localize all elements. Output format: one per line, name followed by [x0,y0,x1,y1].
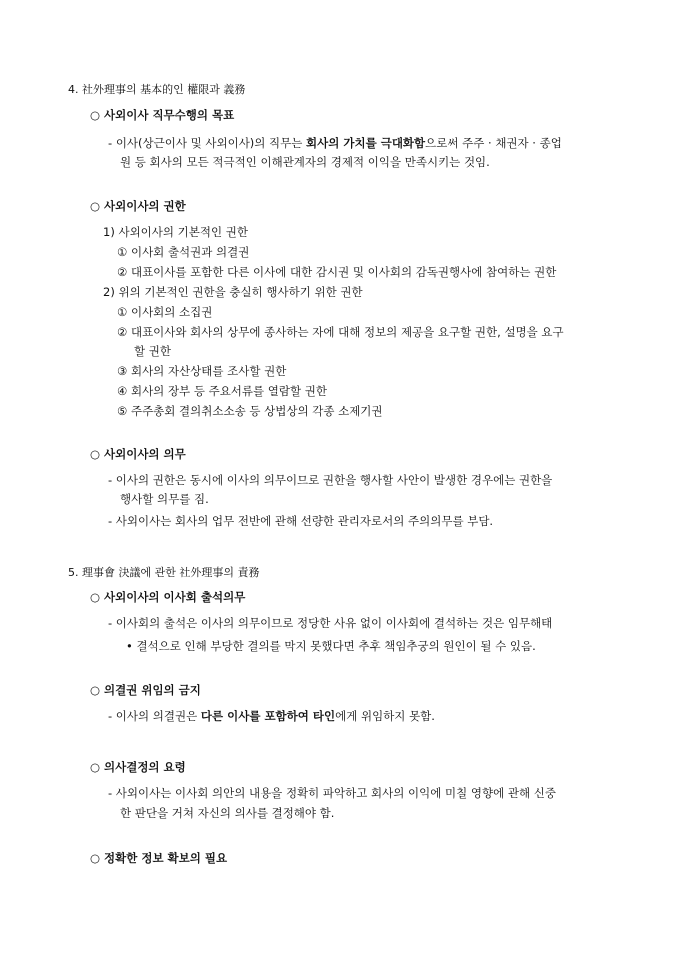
duty-goal-text-a: 이사(상근이사 및 사외이사)의 직무는 [115,136,307,150]
circle-bullet-icon: ○ [90,851,101,865]
authority-item: ① 이사회 출석권과 의결권 [117,245,250,259]
circle-bullet-icon: ○ [90,683,101,697]
obligation-line: - 사외이사는 회사의 업무 전반에 관해 선량한 관리자로서의 주의의무를 부담. [108,514,494,528]
subsection-attendance-title [90,590,245,605]
section-4-heading: 4. 社外理事의 基本的인 權限과 義務 [68,83,246,96]
proxy-text-a: - 이사의 의결권은 [108,709,201,723]
authority-group-1-heading: 1) 사외이사의 기본적인 권한 [103,225,248,239]
duty-goal-line-1 [108,136,562,151]
subsection-title-text: 사외이사의 권한 [104,199,186,213]
circle-bullet-icon: ○ [90,447,101,461]
subsection-proxy-title [90,683,201,698]
subsection-obligation-title [90,447,186,462]
subsection-authority-title [90,199,186,214]
authority-item: ② 대표이사를 포함한 다른 이사에 대한 감시권 및 이사회의 감독권행사에 참여하는 권한 [117,265,557,279]
subsection-title-text: 사외이사의 의무 [104,447,186,461]
subsection-decision-title [90,760,186,775]
circle-bullet-icon: ○ [90,760,101,774]
proxy-line [108,709,435,724]
authority-item: ① 이사회의 소집권 [117,305,213,319]
subsection-duty-goal-title [90,108,234,123]
obligation-line-continuation: 행사할 의무를 짐. [120,492,209,506]
subsection-title-text: 의사결정의 요령 [104,760,186,774]
subsection-title-text: 정확한 정보 확보의 필요 [104,851,228,865]
authority-item: ④ 회사의 장부 등 주요서류를 열람할 권한 [117,384,327,398]
circle-bullet-icon: ○ [90,590,101,604]
authority-item-continuation: 할 권한 [134,344,171,358]
decision-line-continuation: 한 판단을 거쳐 자신의 의사를 결정해야 함. [120,806,335,820]
obligation-line: - 이사의 권한은 동시에 이사의 의무이므로 권한을 행사할 사안이 발생한 경우에는 권한을 [108,473,553,487]
authority-group-2-heading: 2) 위의 기본적인 권한을 충실히 행사하기 위한 권한 [103,285,363,299]
attendance-line: - 이사회의 출석은 이사의 의무이므로 정당한 사유 없이 이사회에 결석하는 것은 임무해태 [108,616,553,630]
dash-prefix: - [108,136,116,150]
attendance-bullet-line: • 결석으로 인해 부당한 결의를 막지 못했다면 추후 책임추궁의 원인이 될 수 있음. [126,639,536,653]
proxy-emphasis: 다른 이사를 포함하여 타인 [200,709,336,723]
decision-line: - 사외이사는 이사회 의안의 내용을 정확히 파악하고 회사의 이익에 미칠 영향에 관해 신중 [108,786,556,800]
authority-item: ⑤ 주주총회 결의취소소송 등 상법상의 각종 소제기권 [117,404,383,418]
circle-bullet-icon: ○ [90,199,101,213]
authority-item: ③ 회사의 자산상태를 조사할 권한 [117,364,287,378]
authority-item: ② 대표이사와 회사의 상무에 종사하는 자에 대해 정보의 제공을 요구할 권한, 설명을 요구 [117,325,564,339]
circle-bullet-icon: ○ [90,108,101,122]
proxy-text-b: 에게 위임하지 못함. [335,709,435,723]
subsection-info-title [90,851,227,866]
section-5-heading: 5. 理事會 決議에 관한 社外理事의 責務 [68,566,260,579]
duty-goal-emphasis: 회사의 가치를 극대화함 [306,136,426,150]
subsection-title-text: 사외이사 직무수행의 목표 [104,108,235,122]
duty-goal-line-2: 원 등 회사의 모든 적극적인 이해관계자의 경제적 이익을 만족시키는 것임. [120,155,490,169]
subsection-title-text: 의결권 위임의 금지 [104,683,201,697]
subsection-title-text: 사외이사의 이사회 출석의무 [104,590,246,604]
duty-goal-text-b: 으로써 주주 · 채권자 · 종업 [425,136,562,150]
